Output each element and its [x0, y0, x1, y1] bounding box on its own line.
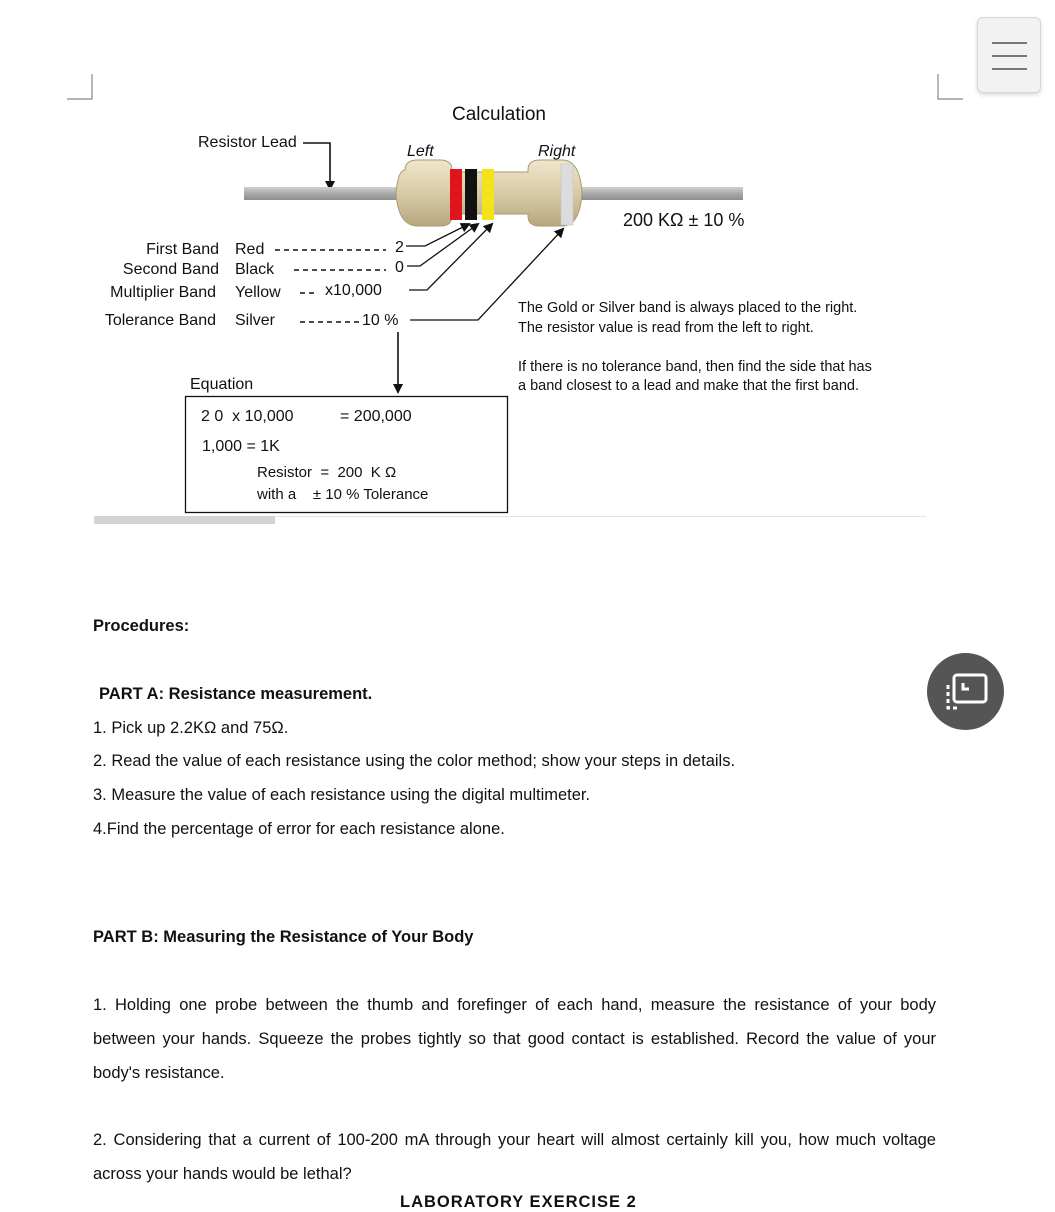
- screenshot-copy-icon: [927, 653, 1004, 730]
- procedures-heading: Procedures:: [93, 617, 190, 635]
- note-2b: a band closest to a lead and make that the first band.: [518, 378, 859, 394]
- right-label: Right: [538, 143, 576, 160]
- multiplier-band-value: x10,000: [325, 282, 382, 299]
- resistor-diagram: [0, 0, 1055, 530]
- note-1a: The Gold or Silver band is always placed to the right.: [518, 300, 858, 316]
- equation-line2: 1,000 = 1K: [202, 438, 280, 455]
- part-b-title: PART B: Measuring the Resistance of Your Body: [93, 928, 474, 946]
- part-b-paragraph-1: 1. Holding one probe between the thumb and forefinger of each hand, measure the resistance of your body between your hands. Squeeze the probes tightly so that good contact is established. Record the value of your body's resistance.: [93, 996, 936, 1082]
- part-a-step-3: 3. Measure the value of each resistance using the digital multimeter.: [93, 786, 591, 804]
- equation-line3: Resistor = 200 K Ω: [257, 464, 397, 481]
- part-a-step-4: 4.Find the percentage of error for each resistance alone.: [93, 820, 505, 838]
- tolerance-band-name: Tolerance Band: [104, 312, 216, 329]
- tolerance-band-value: 10 %: [362, 312, 399, 329]
- note-1b: The resistor value is read from the left to right.: [518, 320, 814, 336]
- diagram-title: Calculation: [452, 104, 546, 125]
- part-a-title: PART A: Resistance measurement.: [99, 685, 373, 703]
- image-scroll-thumb[interactable]: [94, 516, 275, 524]
- note-2a: If there is no tolerance band, then find the side that has: [518, 359, 872, 375]
- first-band-value: 2: [395, 239, 404, 256]
- next-section-heading: LABORATORY EXERCISE 2: [400, 1193, 637, 1211]
- right-lead: [578, 187, 743, 200]
- part-b-paragraph-2: 2. Considering that a current of 100-200 mA through your heart will almost certainly kill you, how much voltage across your hands would be lethal?: [93, 1131, 936, 1183]
- first-band-color: Red: [235, 241, 265, 258]
- band-red: [450, 169, 462, 220]
- band-black: [465, 169, 477, 220]
- screenshot-fab-button[interactable]: [927, 653, 1004, 730]
- resistor-lead-arrow: [303, 143, 330, 189]
- second-band-value: 0: [395, 259, 404, 276]
- left-label: Left: [407, 143, 434, 160]
- equation-line1a: 2 0 x 10,000: [201, 408, 294, 425]
- part-a-step-1: 1. Pick up 2.2KΩ and 75Ω.: [93, 719, 289, 737]
- first-band-name: First Band: [146, 241, 219, 258]
- resistor-lead-label: Resistor Lead: [198, 134, 297, 151]
- second-band-color: Black: [235, 261, 275, 278]
- second-band-name: Second Band: [122, 261, 219, 278]
- tolerance-band-color: Silver: [235, 312, 276, 329]
- part-a-step-2: 2. Read the value of each resistance using the color method; show your steps in details.: [93, 752, 736, 770]
- equation-line4: with a ± 10 % Tolerance: [257, 486, 429, 503]
- multiplier-band-name: Multiplier Band: [110, 284, 216, 301]
- resistor-value-label: 200 KΩ ± 10 %: [623, 210, 745, 230]
- multiplier-band-color: Yellow: [235, 284, 281, 301]
- band-silver: [561, 164, 573, 225]
- band-yellow: [482, 169, 494, 220]
- equation-line1b: = 200,000: [340, 408, 412, 425]
- equation-label: Equation: [190, 376, 254, 393]
- left-lead: [244, 187, 404, 200]
